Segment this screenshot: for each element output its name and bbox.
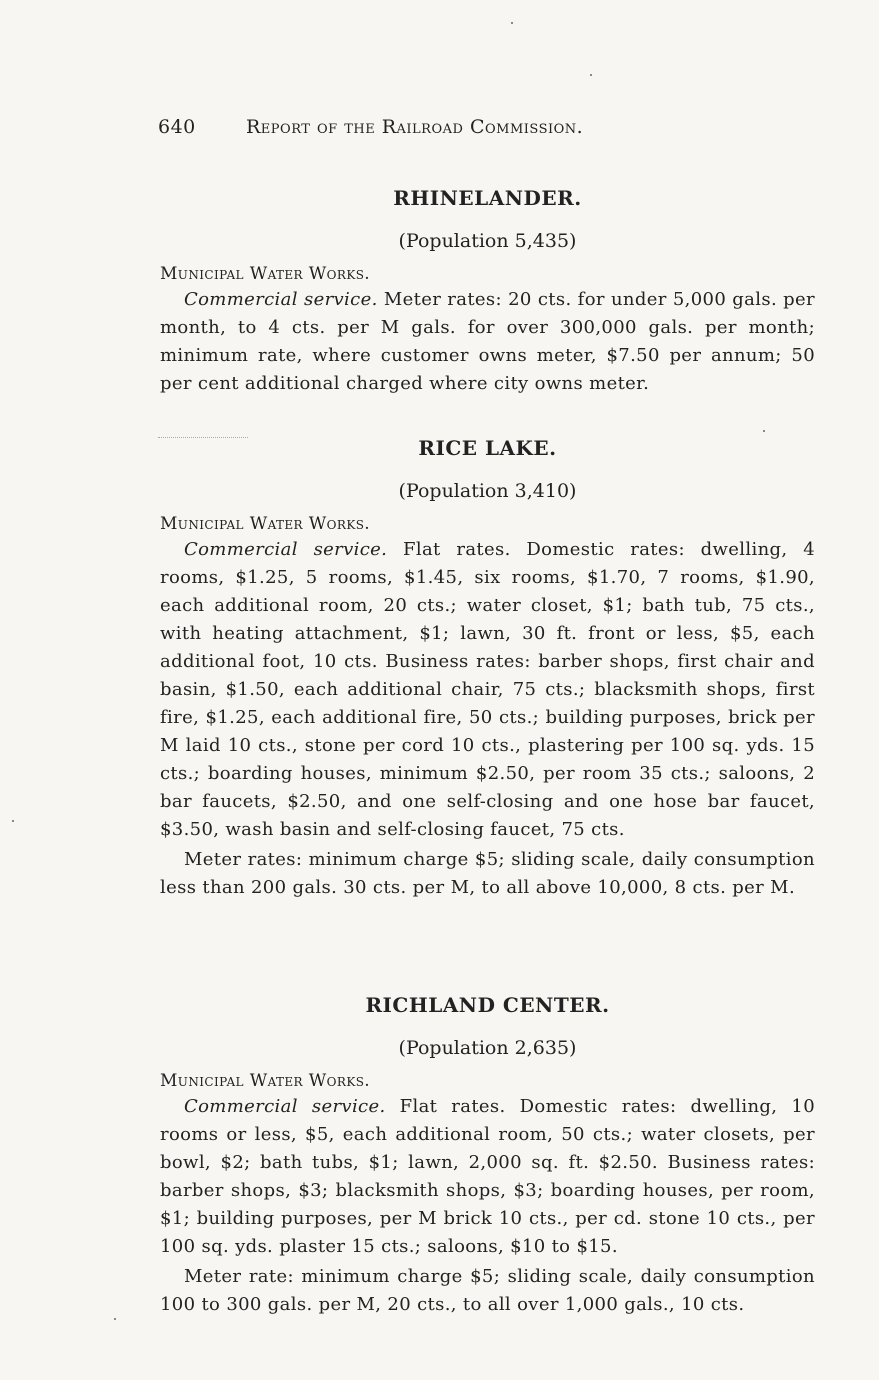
scan-speck: [511, 22, 513, 24]
population-line: (Population 2,635): [398, 1037, 577, 1059]
utility-heading: Municipal Water Works.: [160, 514, 371, 534]
rate-text: Meter rates: minimum charge $5; sliding scale, daily consumption less than 200 gals. 30 cts. per M, to all above 10,000, 8 cts. per M.: [160, 849, 815, 898]
utility-heading: Municipal Water Works.: [160, 1071, 371, 1091]
service-label: Commercial service.: [184, 289, 378, 310]
utility-heading: Municipal Water Works.: [160, 264, 371, 284]
town-heading: RICHLAND CENTER.: [365, 993, 610, 1017]
page-header: [158, 116, 818, 138]
scan-speck: [114, 1318, 116, 1320]
rate-text: Meter rate: minimum charge $5; sliding scale, daily consumption 100 to 300 gals. per M, 20 cts., to all over 1,000 gals., 10 cts.: [160, 1266, 815, 1315]
rate-paragraph: [160, 1093, 815, 1261]
town-section-richland-center: [160, 993, 815, 1319]
service-label: Commercial service.: [184, 1096, 386, 1117]
town-heading: RHINELANDER.: [393, 186, 582, 210]
scan-speck: [763, 430, 765, 432]
rate-text: Flat rates. Domestic rates: dwelling, 10 rooms or less, $5, each additional room, 50 cts.; water closets, per bowl, $2; bath tubs, $1; lawn, 2,000 sq. ft. $2.50. Business rates: barber shops, $3; blacksmith shops, $3; boarding houses, per room, $1; building purposes, per M brick 10 cts., per cd. stone 10 cts., per 100 sq. yds. plaster 15 cts.; saloons, $10 to $15.: [160, 1096, 815, 1257]
meter-rate-paragraph: [160, 846, 815, 902]
scan-speck: [590, 74, 592, 76]
rate-paragraph: [160, 286, 815, 398]
rate-text: Flat rates. Domestic rates: dwelling, 4 rooms, $1.25, 5 rooms, $1.45, six rooms, $1.70, 7 rooms, $1.90, each additional room, 20 cts.; water closet, $1; bath tub, 75 cts., with heating attachment, $1; lawn, 30 ft. front or less, $5, each additional foot, 10 cts. Business rates: barber shops, first chair and basin, $1.50, each additional chair, 75 cts.; blacksmith shops, first fire, $1.25, each additional fire, 50 cts.; building purposes, brick per M laid 10 cts., stone per cord 10 cts., plastering per 100 sq. yds. 15 cts.; boarding houses, minimum $2.50, per room 35 cts.; saloons, 2 bar faucets, $2.50, and one self-closing and one hose bar faucet, $3.50, wash basin and self-closing faucet, 75 cts.: [160, 539, 816, 840]
town-section-rhinelander: [160, 186, 815, 398]
population-line: (Population 5,435): [398, 230, 577, 252]
rate-text: Meter rates: 20 cts. for under 5,000 gals. per month, to 4 cts. per M gals. for over 300,000 gals. per month; minimum rate, where customer owns meter, $7.50 per annum; 50 per cent additional charged where city owns meter.: [160, 289, 815, 394]
rate-paragraph: [160, 536, 815, 844]
scan-speck: [12, 820, 14, 822]
town-heading: RICE LAKE.: [418, 436, 557, 460]
population-line: (Population 3,410): [398, 480, 577, 502]
town-section-rice-lake: [160, 436, 815, 902]
running-title: Report of the Railroad Commission.: [246, 116, 584, 138]
page-number: 640: [158, 116, 196, 138]
service-label: Commercial service.: [184, 539, 388, 560]
meter-rate-paragraph: [160, 1263, 815, 1319]
